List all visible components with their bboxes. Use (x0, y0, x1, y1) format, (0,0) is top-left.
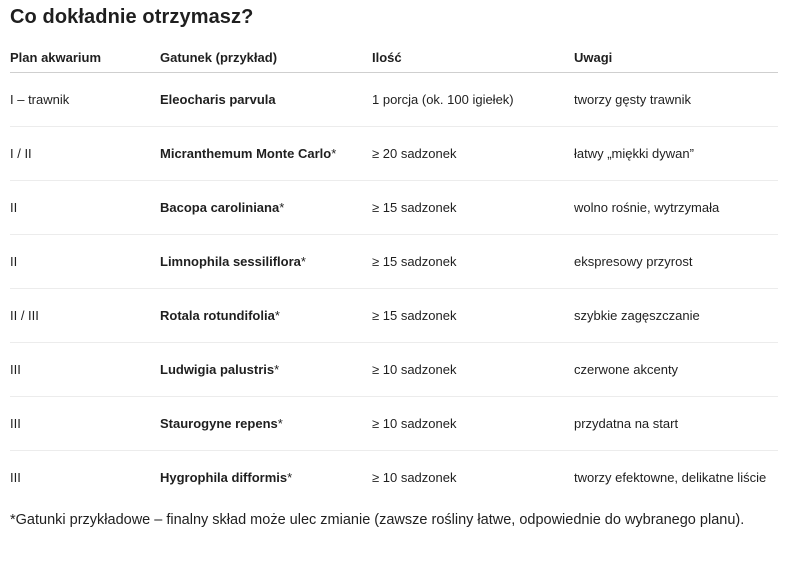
cell-quantity: ≥ 15 sadzonek (372, 235, 574, 289)
species-footnote-mark: * (277, 416, 283, 431)
header-quantity: Ilość (372, 44, 574, 73)
plants-table (10, 44, 778, 490)
cell-plan: II (10, 235, 160, 289)
species-name: Staurogyne repens (160, 416, 278, 431)
cell-notes: szybkie zagęszczanie (574, 289, 778, 343)
species-footnote-mark: * (279, 200, 285, 215)
table-row (10, 451, 778, 491)
species-footnote-mark: * (274, 308, 280, 323)
species-name: Rotala rotundifolia (160, 308, 275, 323)
cell-notes: wolno rośnie, wytrzymała (574, 181, 778, 235)
cell-quantity: ≥ 15 sadzonek (372, 181, 574, 235)
cell-species (160, 181, 372, 235)
table-row (10, 289, 778, 343)
header-plan: Plan akwarium (10, 44, 160, 73)
cell-species (160, 289, 372, 343)
table-row (10, 127, 778, 181)
cell-notes: ekspresowy przyrost (574, 235, 778, 289)
cell-quantity: 1 porcja (ok. 100 igiełek) (372, 73, 574, 127)
cell-plan: I – trawnik (10, 73, 160, 127)
cell-plan: II (10, 181, 160, 235)
table-row (10, 73, 778, 127)
cell-quantity: ≥ 10 sadzonek (372, 397, 574, 451)
cell-species (160, 343, 372, 397)
cell-quantity: ≥ 20 sadzonek (372, 127, 574, 181)
species-name: Eleocharis parvula (160, 92, 276, 107)
species-footnote-mark: * (331, 146, 337, 161)
header-species: Gatunek (przykład) (160, 44, 372, 73)
table-row (10, 343, 778, 397)
cell-notes: tworzy efektowne, delikatne liście (574, 470, 767, 485)
species-name: Hygrophila difformis (160, 470, 288, 485)
cell-species (160, 451, 372, 491)
species-name: Micranthemum Monte Carlo (160, 146, 332, 161)
species-name: Bacopa caroliniana (160, 200, 280, 215)
cell-plan: III (10, 397, 160, 451)
footnote: *Gatunki przykładowe – finalny skład może ulec zmianie (zawsze rośliny łatwe, odpowiednie do wybranego planu). (10, 512, 745, 528)
cell-plan: III (10, 343, 160, 397)
species-footnote-mark: * (287, 470, 293, 485)
cell-species (160, 73, 372, 127)
cell-notes: łatwy „miękki dywan” (574, 127, 778, 181)
cell-plan: III (10, 470, 21, 485)
cell-notes: tworzy gęsty trawnik (574, 73, 778, 127)
cell-notes: czerwone akcenty (574, 343, 778, 397)
table-row (10, 235, 778, 289)
cell-species (160, 127, 372, 181)
cell-quantity: ≥ 10 sadzonek (372, 343, 574, 397)
cell-plan: I / II (10, 127, 160, 181)
cell-quantity: ≥ 15 sadzonek (372, 289, 574, 343)
table-row (10, 181, 778, 235)
section-heading: Co dokładnie otrzymasz? (10, 6, 254, 28)
species-footnote-mark: * (300, 254, 306, 269)
species-name: Ludwigia palustris (160, 362, 275, 377)
cell-notes: przydatna na start (574, 397, 778, 451)
species-name: Limnophila sessiliflora (160, 254, 301, 269)
species-footnote-mark: * (274, 362, 280, 377)
header-notes: Uwagi (574, 44, 778, 73)
table-header-row (10, 44, 778, 73)
table-row (10, 397, 778, 451)
cell-quantity: ≥ 10 sadzonek (372, 470, 457, 485)
cell-species (160, 235, 372, 289)
cell-plan: II / III (10, 289, 160, 343)
cell-species (160, 397, 372, 451)
